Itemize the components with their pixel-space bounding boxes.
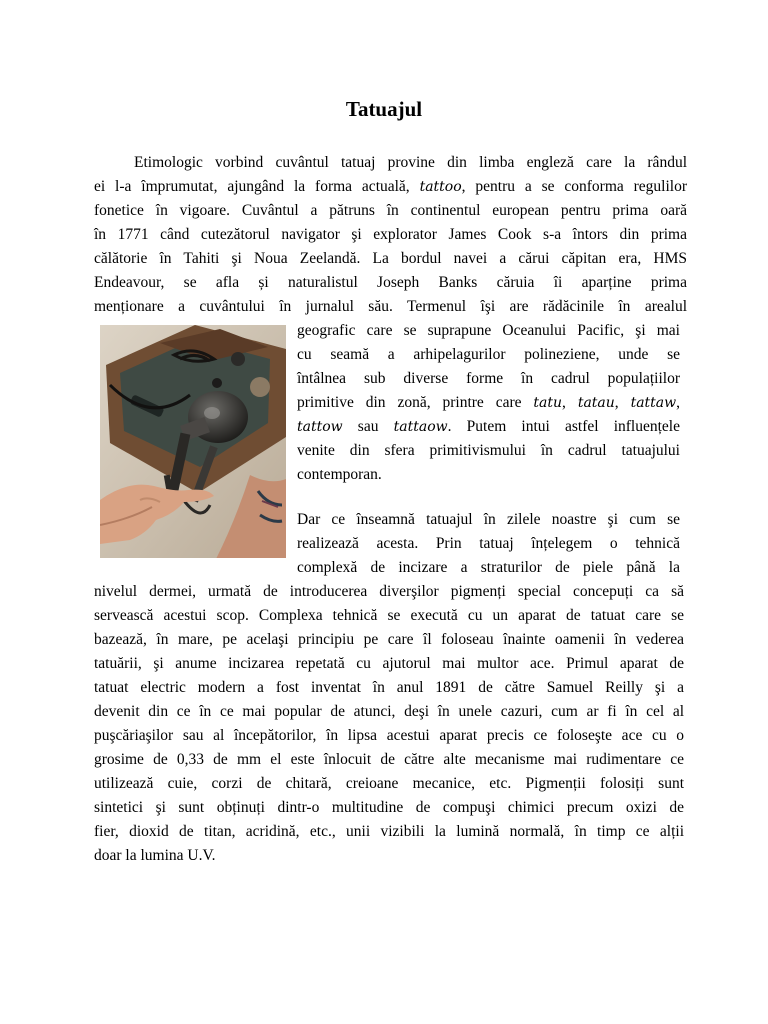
text-line (94, 676, 684, 700)
text-line (94, 247, 687, 271)
text-run: , pentru a se conforma regulilor (461, 178, 688, 195)
text-line (94, 724, 684, 748)
text-run: complexă de incizare a straturilor de piele până la (297, 559, 680, 576)
text-line (94, 295, 687, 319)
text-run: , (614, 394, 631, 411)
text-run: venite din sfera primitivismului în cadrul tatuajului (297, 442, 680, 459)
text-run: bazează, în mare, pe acelaşi principiu pe care îl foloseau înainte oamenii în vederea (94, 631, 684, 648)
text-run: menționare a cuvântului în jurnalul său. Termenul îşi are rădăcinile în arealul (94, 298, 687, 315)
italic-term: tattoo (419, 179, 462, 195)
text-line (297, 367, 680, 391)
text-run: , (562, 394, 578, 411)
text-line (94, 820, 684, 844)
italic-term: tattaow (393, 419, 448, 435)
text-line (94, 844, 684, 868)
text-line (94, 580, 684, 604)
text-run: cu seamă a arhipelagurilor polineziene, unde se (297, 346, 680, 363)
text-run: contemporan. (297, 466, 382, 483)
text-run: tatuat electric modern a fost inventat în anul 1891 de către Samuel Reilly şi a (94, 679, 684, 696)
text-run: primitive din zonă, printre care (297, 394, 534, 411)
text-line (94, 271, 687, 295)
text-run: sau (342, 418, 394, 435)
text-run: geografic care se suprapune Oceanului Pacific, şi mai (297, 322, 680, 339)
text-run: puşcăriaşilor sau al începătorilor, în lipsa acestui aparat precis ce foloseşte ace cu o (94, 727, 684, 744)
text-run: sintetici şi sunt obținuți dintr-o multitudine de compuşi chimici precum oxizi de (94, 799, 684, 816)
text-run: realizează acesta. Prin tatuaj înțelegem o tehnică (297, 535, 680, 552)
text-run: . Putem intui astfel influențele (447, 418, 680, 435)
italic-term: tatau (577, 395, 615, 411)
paragraph-2-wrap (297, 508, 680, 580)
text-line (94, 223, 687, 247)
text-run: utilizează cuie, corzi de chitară, creioane mecanice, etc. Pigmenții folosiți sunt (94, 775, 684, 792)
text-run: în 1771 când cutezătorul navigator şi explorator James Cook s-a întors din prima (94, 226, 687, 243)
paragraph-1-wrap (297, 319, 680, 487)
text-line (297, 415, 680, 439)
text-run: doar la lumina U.V. (94, 847, 216, 864)
text-run: ei l-a împrumutat, ajungând la forma actuală, (94, 178, 420, 195)
text-line (94, 604, 684, 628)
text-run: , (676, 394, 680, 411)
text-line (297, 508, 680, 532)
text-run: fonetice în vigoare. Cuvântul a pătruns în continentul european pentru prima oară (94, 202, 687, 219)
document-title: Tatuajul (345, 97, 423, 121)
text-line (94, 796, 684, 820)
text-line (297, 319, 680, 343)
text-line (297, 532, 680, 556)
text-line (297, 556, 680, 580)
text-line (94, 628, 684, 652)
text-line (94, 151, 687, 175)
tattoo-machine-photo (100, 325, 286, 558)
text-run: tatuării, şi anume incizarea repetată cu ajutorul mai multor ace. Primul aparat de (94, 655, 684, 672)
text-run: fier, dioxid de titan, acridină, etc., unii vizibili la lumină normală, în timp ce alții (94, 823, 684, 840)
text-run: nivelul dermei, urmată de introducerea diverşilor pigmenți special concepuți ca să (94, 583, 684, 600)
text-run: călătorie în Tahiti şi Noua Zeelandă. La bordul navei a cărui căpitan era, HMS (94, 250, 687, 267)
paragraph-1 (94, 151, 687, 319)
text-line (297, 343, 680, 367)
italic-term: tattow (297, 419, 343, 435)
text-run: servească acestui scop. Complexa tehnică se execută cu un aparat de tatuat care se (94, 607, 684, 624)
italic-term: tatu (533, 395, 563, 411)
text-line (94, 700, 684, 724)
text-run: Dar ce înseamnă tatuajul în zilele noastre şi cum se (297, 511, 680, 528)
text-line (297, 463, 680, 487)
text-line (94, 652, 684, 676)
text-line (94, 199, 687, 223)
text-run: întâlnea sub diverse forme în cadrul populațiilor (297, 370, 680, 387)
text-line (297, 439, 680, 463)
text-run: devenit din ce în ce mai popular de atunci, deşi în unele cazuri, cum ar fi în cel al (94, 703, 684, 720)
text-line (94, 748, 684, 772)
text-line (94, 772, 684, 796)
text-line (94, 175, 687, 199)
italic-term: tattaw (630, 395, 677, 411)
text-line (297, 391, 680, 415)
paragraph-2 (94, 580, 684, 868)
text-run: grosime de 0,33 de mm el este înlocuit de către alte mecanisme mai rudimentare ce (94, 751, 684, 768)
text-run: Endeavour, se afla și naturalistul Joseph Banks căruia îi aparține prima (94, 274, 687, 291)
text-run: Etimologic vorbind cuvântul tatuaj provine din limba engleză care la rândul (134, 154, 687, 171)
